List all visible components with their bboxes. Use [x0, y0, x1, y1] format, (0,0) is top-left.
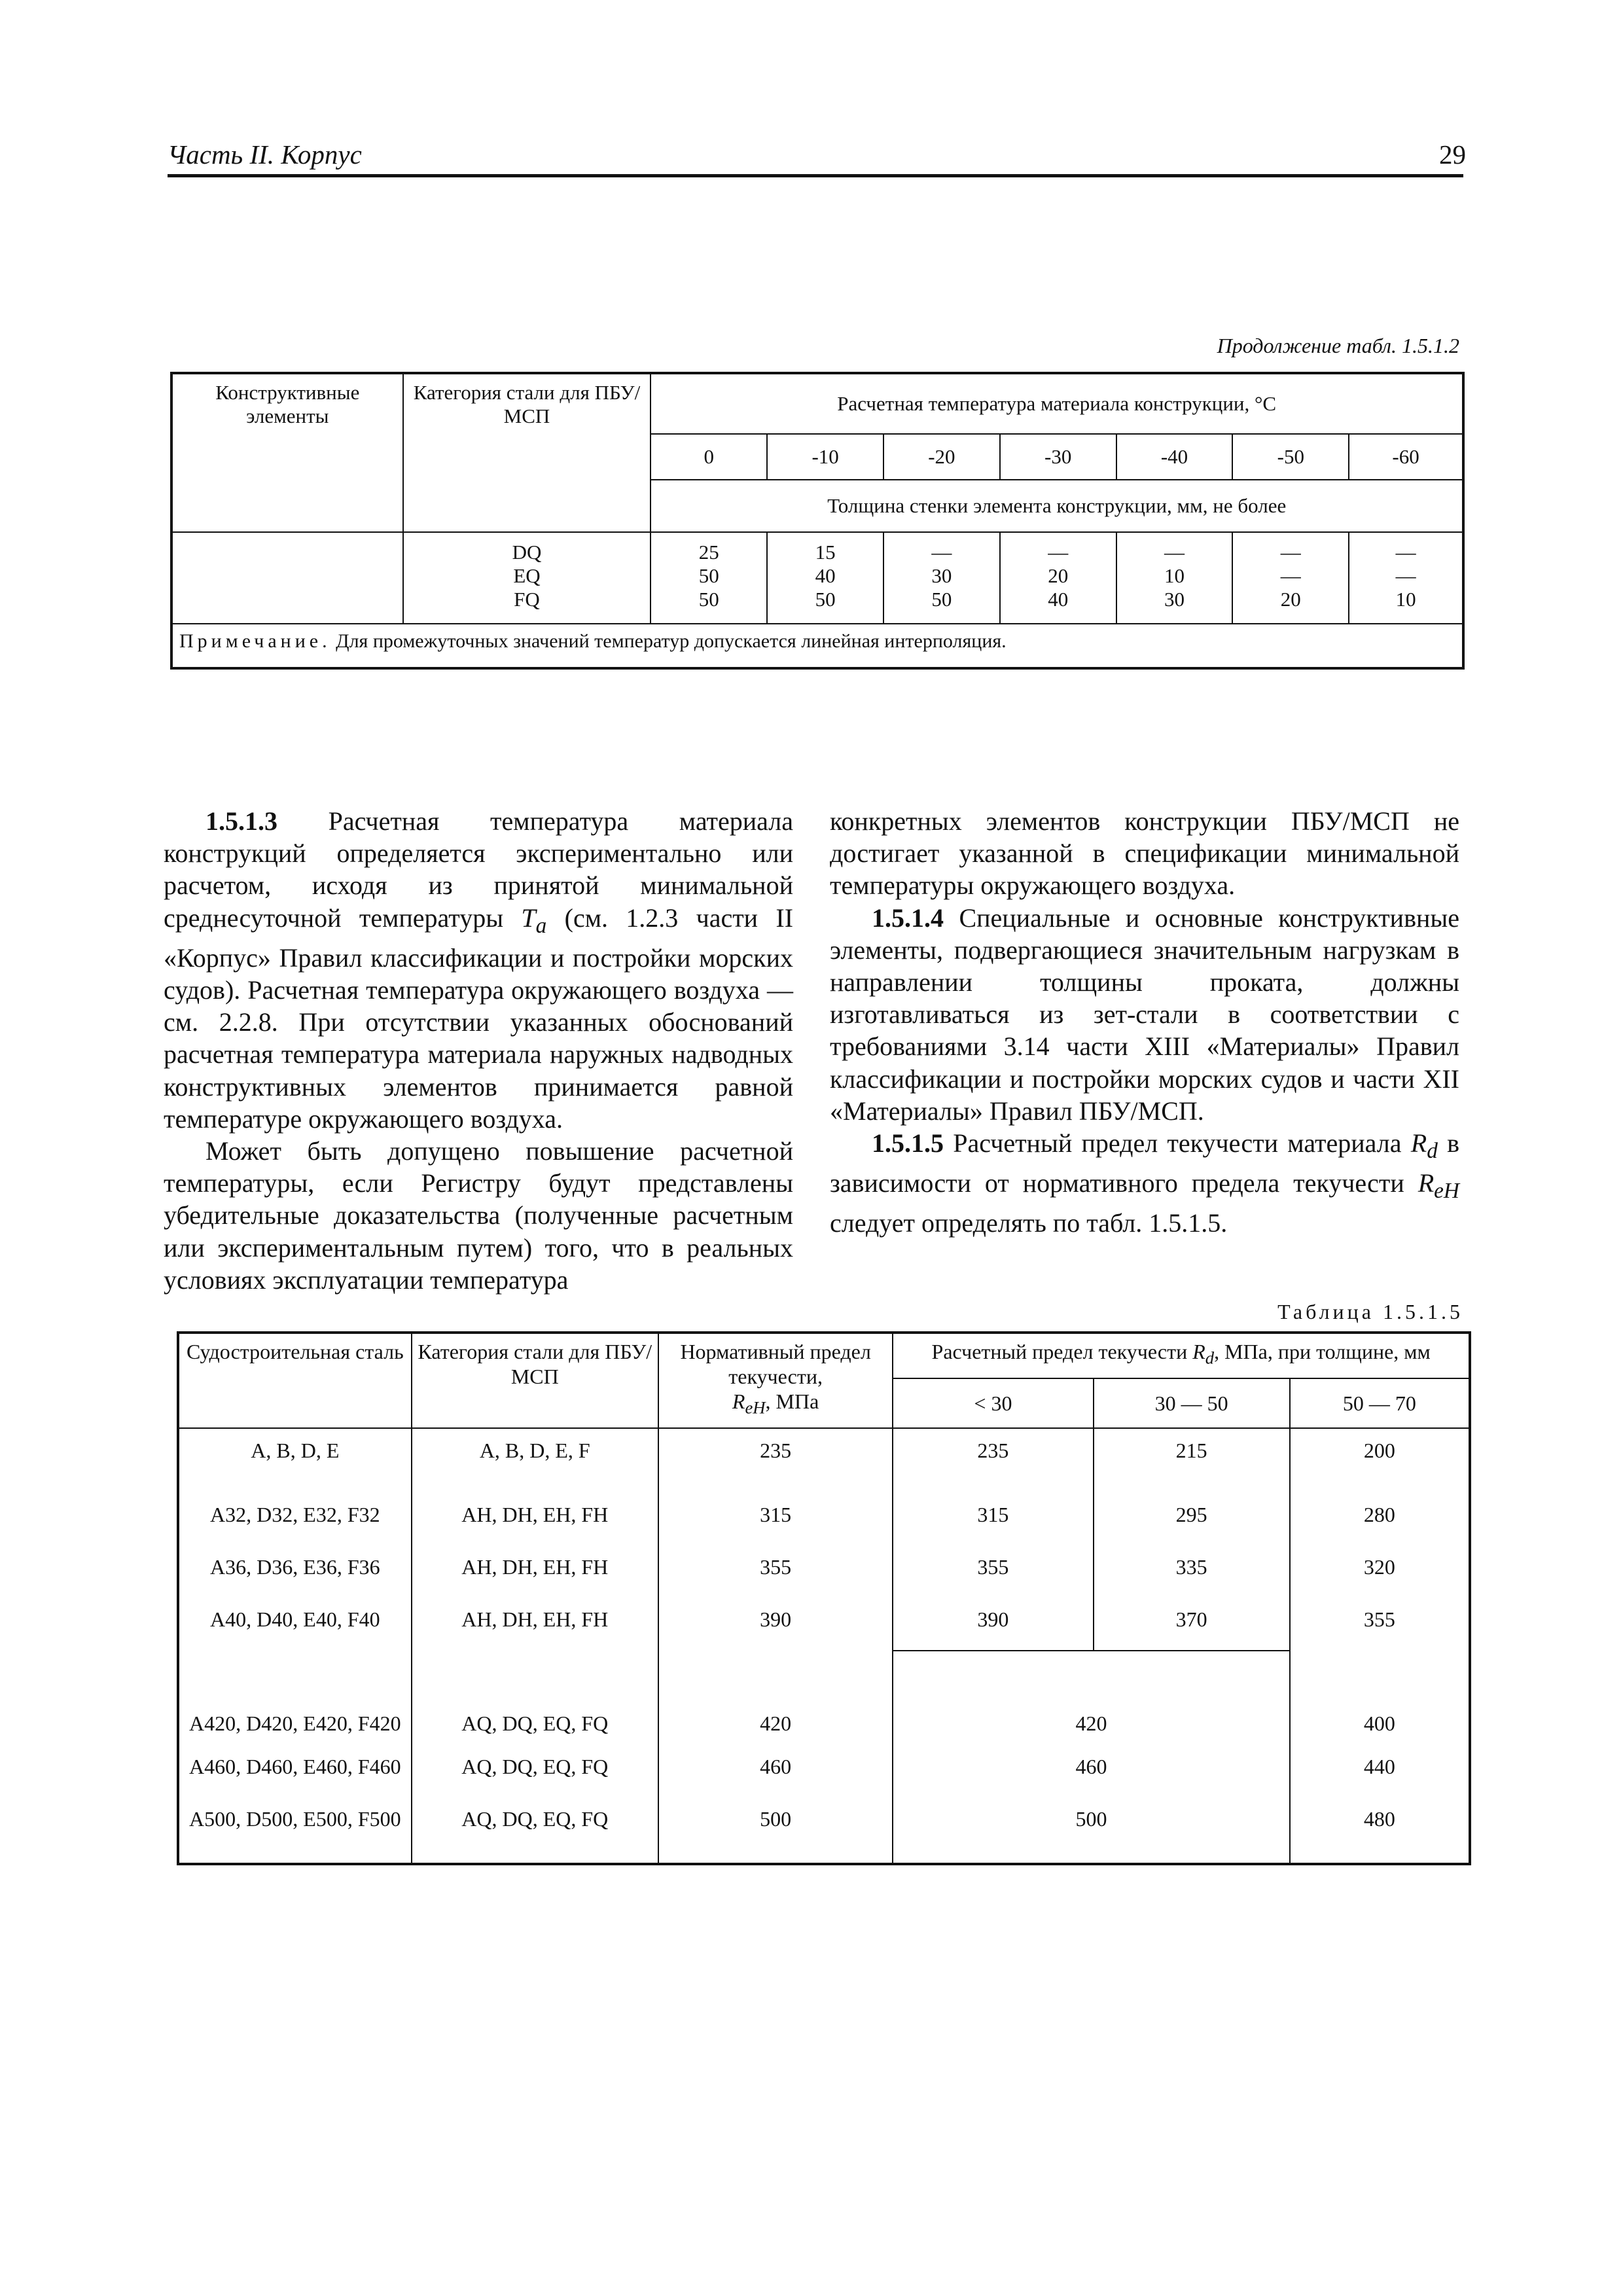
paragraph-text: в зависимости от нормативного предела текучести [830, 1128, 1460, 1198]
steel-cell: A500, D500, E500, F500 [178, 1797, 412, 1864]
category-cell: AH, DH, EH, FH [412, 1493, 658, 1545]
reh-cell: 460 [658, 1745, 893, 1797]
value-cell: 20 [1048, 564, 1069, 587]
text-column-right [830, 805, 1459, 1240]
value-cell: 10 [1395, 588, 1416, 611]
value-cell: — [1395, 541, 1416, 564]
value-cell: 295 [1094, 1493, 1290, 1545]
thickness-header: < 30 [893, 1378, 1093, 1428]
reh-cell: 420 [658, 1651, 893, 1745]
col-header-text: Расчетный предел текучести [931, 1340, 1188, 1363]
paragraph-text: Специальные и основные конструктивные элементы, подвергающиеся значительным нагрузкам в направлении толщины проката, должны изготавливаться из зет-стали в соответствии с требованиями 3.14 части XIII «Материалы» Правил классификации и постройки морских судов и части XII «Материалы» Правил ПБУ/МСП. [830, 903, 1459, 1126]
temp-header: -60 [1349, 434, 1463, 480]
symbol-subscript: d [1205, 1348, 1215, 1368]
col-header-category: Категория стали для ПБУ/МСП [403, 373, 651, 532]
category-cell: AQ, DQ, EQ, FQ [412, 1745, 658, 1797]
value-cell: 40 [815, 564, 836, 587]
symbol: R [1192, 1340, 1205, 1363]
thickness-header: 50 — 70 [1290, 1378, 1470, 1428]
note-text: Для промежуточных значений температур допускается линейная интерполяция. [336, 630, 1007, 652]
value-cell: — [1280, 564, 1301, 587]
symbol-subscript: eH [745, 1397, 766, 1418]
value-cell: 200 [1290, 1428, 1470, 1493]
table-row [171, 532, 1463, 624]
reh-cell: 235 [658, 1428, 893, 1493]
paragraph-continuation: Может быть допущено повышение расчетной температуры, если Регистру будут представлены убедительные доказательства (полученные расчетным или экспериментальным путем) того, что в реальных условиях эксплуатации температура [164, 1136, 793, 1295]
thickness-header: 30 — 50 [1094, 1378, 1290, 1428]
value-cell: 235 [893, 1428, 1093, 1493]
reh-cell: 500 [658, 1797, 893, 1864]
reh-cell: 315 [658, 1493, 893, 1545]
table-row [178, 1797, 1470, 1864]
value-cell: 355 [1290, 1598, 1470, 1651]
value-cell: 20 [1280, 588, 1301, 611]
category-cell: AQ, DQ, EQ, FQ [412, 1651, 658, 1745]
table-steel-thickness [170, 372, 1465, 670]
table-row [178, 1493, 1470, 1545]
paragraph-continuation: конкретных элементов конструкции ПБУ/МСП не достигает указанной в спецификации минимальной температуры окружающего воздуха. [830, 806, 1459, 901]
steel-cell: A36, D36, E36, F36 [178, 1545, 412, 1598]
value-cell: 215 [1094, 1428, 1290, 1493]
value-cell: — [931, 541, 952, 564]
value-cell: — [1048, 541, 1069, 564]
paragraph-1-5-1-3 [164, 805, 793, 1135]
value-cell: 335 [1094, 1545, 1290, 1598]
value-cell: — [1164, 541, 1185, 564]
table-row [178, 1651, 1470, 1745]
thickness-subheader: Толщина стенки элемента конструкции, мм, не более [651, 480, 1463, 532]
value-cell: 50 [698, 564, 719, 587]
col-header-category: Категория стали для ПБУ/МСП [412, 1333, 658, 1428]
merged-value-cell: 500 [893, 1797, 1289, 1864]
value-cell: 280 [1290, 1493, 1470, 1545]
value-cell: 50 [815, 588, 836, 611]
value-cell: 390 [893, 1598, 1093, 1651]
value-cell: 400 [1290, 1651, 1470, 1745]
col-header-steel: Судостроительная сталь [178, 1333, 412, 1428]
paragraph-text: (см. 1.2.3 части II «Корпус» Правил классификации и постройки морских судов). Расчетная температура окружающего воздуха — см. 2.2.8. При отсутствии указанных обоснований расчетная температура материала наружных надводных конструктивных элементов принимается равной температуре окружающего воздуха. [164, 903, 794, 1134]
grade-cell: DQ [512, 541, 542, 564]
reh-cell: 390 [658, 1598, 893, 1651]
note-label: Примечание. [179, 630, 331, 652]
value-cell: 30 [931, 564, 952, 587]
merged-value-cell: 420 [893, 1651, 1289, 1745]
clause-number: 1.5.1.5 [872, 1128, 944, 1158]
merged-value-cell: 460 [893, 1745, 1289, 1797]
category-cell: AH, DH, EH, FH [412, 1545, 658, 1598]
symbol: R [732, 1390, 745, 1413]
value-cell: — [1280, 541, 1301, 564]
value-cell: 480 [1290, 1797, 1470, 1864]
value-cell: 440 [1290, 1745, 1470, 1797]
running-header-title: Часть II. Корпус [168, 139, 362, 170]
paragraph-text: следует определять по табл. 1.5.1.5. [830, 1208, 1228, 1238]
table-row [178, 1598, 1470, 1651]
category-cell: A, B, D, E, F [412, 1428, 658, 1493]
page-number: 29 [1439, 139, 1466, 170]
temp-header: -30 [1000, 434, 1116, 480]
value-cell: 355 [893, 1545, 1093, 1598]
value-cell: 10 [1164, 564, 1185, 587]
table-row [178, 1745, 1470, 1797]
reh-cell: 355 [658, 1545, 893, 1598]
table-row [178, 1428, 1470, 1493]
table2-caption: Таблица 1.5.1.5 [1277, 1300, 1463, 1323]
value-cell: 15 [815, 541, 836, 564]
symbol: R [1410, 1128, 1427, 1158]
value-cell: 315 [893, 1493, 1093, 1545]
table-yield-strength [177, 1331, 1471, 1865]
value-cell: 50 [931, 588, 952, 611]
steel-cell: A460, D460, E460, F460 [178, 1745, 412, 1797]
category-cell: AH, DH, EH, FH [412, 1598, 658, 1651]
col-header-design [893, 1333, 1470, 1378]
col-header-elements: Конструктивные элементы [171, 373, 403, 532]
value-cell: 370 [1094, 1598, 1290, 1651]
value-cell: 320 [1290, 1545, 1470, 1598]
col-header-temperature: Расчетная температура материала конструкции, °С [651, 373, 1463, 434]
steel-cell: A, B, D, E [178, 1428, 412, 1493]
temp-header: -10 [767, 434, 883, 480]
paragraph-1-5-1-5 [830, 1127, 1459, 1240]
clause-number: 1.5.1.4 [872, 903, 944, 933]
symbol: T [521, 903, 536, 933]
value-cell: 30 [1164, 588, 1185, 611]
symbol-subscript: d [1427, 1139, 1438, 1164]
value-cell: 40 [1048, 588, 1069, 611]
col-header-unit: , МПа [765, 1390, 819, 1413]
paragraph-text: Расчетный предел текучести материала [953, 1128, 1402, 1158]
clause-number: 1.5.1.3 [205, 806, 277, 836]
table1-note [171, 624, 1463, 668]
col-header-normative [658, 1333, 893, 1428]
symbol: R [1418, 1168, 1435, 1198]
value-cell: 50 [698, 588, 719, 611]
steel-cell: A40, D40, E40, F40 [178, 1598, 412, 1651]
steel-cell: A420, D420, E420, F420 [178, 1651, 412, 1745]
col-header-text: , МПа, при толщине, мм [1214, 1340, 1431, 1363]
temp-header: -40 [1116, 434, 1233, 480]
symbol-subscript: a [535, 913, 547, 938]
header-rule [168, 174, 1463, 177]
steel-cell: A32, D32, E32, F32 [178, 1493, 412, 1545]
paragraph-1-5-1-4 [830, 902, 1459, 1127]
table1-caption: Продолжение табл. 1.5.1.2 [1217, 334, 1459, 357]
symbol-subscript: eH [1434, 1179, 1460, 1204]
grade-cell: EQ [513, 564, 541, 587]
paragraph-text: Расчетная температура материала конструкций определяется экспериментально или расчетом, исходя из принятой минимальной среднесуточной температуры [164, 806, 793, 933]
col-header-text: Нормативный предел текучести, [680, 1340, 871, 1388]
category-cell: AQ, DQ, EQ, FQ [412, 1797, 658, 1864]
value-cell: 25 [698, 541, 719, 564]
grade-cell: FQ [514, 588, 540, 611]
table-row [178, 1545, 1470, 1598]
temp-header: 0 [651, 434, 767, 480]
temp-header: -20 [883, 434, 1000, 480]
temp-header: -50 [1232, 434, 1349, 480]
value-cell: — [1395, 564, 1416, 587]
text-column-left [164, 805, 793, 1296]
